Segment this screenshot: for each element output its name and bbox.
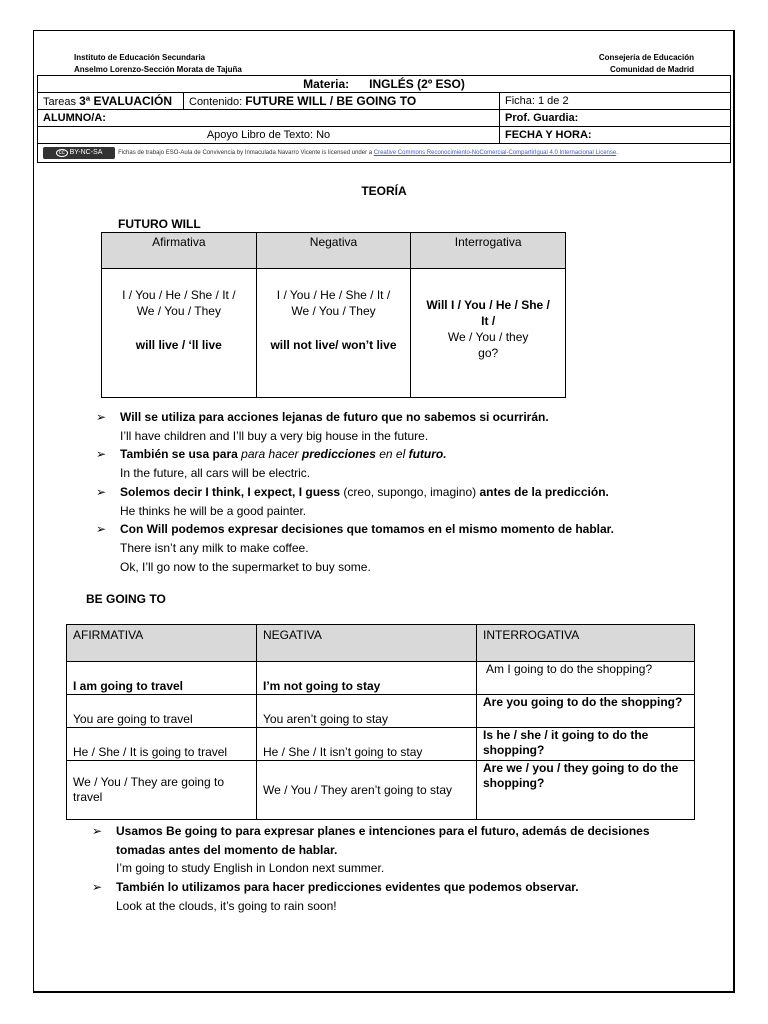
will-note-2-example: In the future, all cars will be electric. <box>120 466 311 481</box>
will-neg-subjects-2: We / You / They <box>291 304 376 318</box>
will-int-line-1: Will I / You / He / She / <box>426 298 550 312</box>
going-neg-cell: We / You / They aren’t going to stay <box>257 761 477 820</box>
will-int-line-3: We / You / they <box>447 330 529 344</box>
school-line-2: Anselmo Lorenzo-Sección Morata de Tajuña <box>74 65 242 74</box>
going-row <box>67 728 695 761</box>
going-row <box>67 761 695 820</box>
will-note-4-text: Con Will podemos expresar decisiones que tomamos en el mismo momento de hablar. <box>120 522 615 537</box>
bullet-arrow-icon: ➢ <box>96 522 107 537</box>
will-note-2-part5: futuro. <box>408 447 447 462</box>
will-int-line-4: go? <box>478 346 499 360</box>
tareas-value: 3ª EVALUACIÓN <box>79 94 172 108</box>
council-line-1: Consejería de Educación <box>598 53 694 62</box>
contenido-cell <box>184 93 500 110</box>
will-note-2 <box>96 445 696 482</box>
school-name <box>74 52 242 76</box>
going-int-cell: Am I going to do the shopping? <box>477 662 695 695</box>
future-will-table <box>101 232 566 398</box>
will-note-3-part2: (creo, supongo, imagino) <box>340 484 480 499</box>
will-note-1-example: I’ll have children and I’ll buy a very big house in the future. <box>120 428 429 443</box>
be-going-to-title: BE GOING TO <box>86 592 166 606</box>
going-neg-cell: You aren’t going to stay <box>257 695 477 728</box>
materia-label: Materia: <box>303 77 350 91</box>
will-note-1 <box>96 408 696 445</box>
will-aff-form: will live / ‘ll live <box>135 338 222 352</box>
going-aff-cell: You are going to travel <box>67 695 257 728</box>
going-note-2-example: Look at the clouds, it’s going to rain soon! <box>116 898 337 913</box>
materia-cell <box>38 76 731 93</box>
will-neg-subjects-1: I / You / He / She / It / <box>276 288 391 302</box>
license-text <box>118 150 618 156</box>
going-row <box>67 695 695 728</box>
will-note-3 <box>96 483 696 520</box>
going-neg-cell: He / She / It isn’t going to stay <box>257 728 477 761</box>
going-header-interrogative: INTERROGATIVA <box>477 625 695 662</box>
materia-value: INGLÉS (2º ESO) <box>369 77 465 91</box>
fecha-hora-field: FECHA Y HORA: <box>500 127 731 144</box>
cc-badge-text: BY-NC-SA <box>69 149 103 157</box>
will-note-2-part2: para hacer <box>241 447 302 462</box>
going-aff-cell: I am going to travel <box>67 662 257 695</box>
going-int-cell: Is he / she / it going to do the shopping? <box>477 728 695 761</box>
will-aff-subjects-2: We / You / They <box>136 304 221 318</box>
going-int-cell: Are we / you / they going to do the shopping? <box>477 761 695 820</box>
will-header-affirmative: Afirmativa <box>102 233 257 269</box>
going-header-affirmative: AFIRMATIVA <box>67 625 257 662</box>
will-negative-cell <box>256 269 411 398</box>
will-interrogative-cell <box>411 269 566 398</box>
contenido-label: Contenido: <box>189 96 243 108</box>
going-note-1-example: I’m going to study English in London next summer. <box>116 861 385 876</box>
bullet-arrow-icon: ➢ <box>96 447 107 462</box>
will-header-interrogative: Interrogativa <box>411 233 566 269</box>
license-end: . <box>616 150 618 157</box>
going-note-1 <box>92 822 692 878</box>
will-note-1-text: Will se utiliza para acciones lejanas de futuro que no sabemos si ocurrirán. <box>120 410 549 424</box>
council-line-2: Comunidad de Madrid <box>610 65 694 74</box>
will-note-4-example-1: There isn’t any milk to make coffee. <box>120 540 309 555</box>
going-note-2 <box>92 878 692 915</box>
cc-license-badge: cc BY-NC-SA <box>43 147 115 159</box>
tareas-label: Tareas <box>43 96 77 108</box>
will-note-2-part1: También se usa para <box>120 447 242 462</box>
going-row <box>67 662 695 695</box>
contenido-value: FUTURE WILL / BE GOING TO <box>245 94 417 108</box>
bullet-arrow-icon: ➢ <box>92 824 103 838</box>
license-link[interactable]: Creative Commons Reconocimiento-NoComercial-CompartirIgual 4.0 Internacional License <box>373 150 617 157</box>
will-note-2-part4: en el <box>375 447 409 462</box>
will-affirmative-cell <box>102 269 257 398</box>
will-note-3-example: He thinks he will be a good painter. <box>120 503 307 518</box>
apoyo-libro-cell: Apoyo Libro de Texto: No <box>38 127 500 144</box>
will-note-4-example-2: Ok, I’ll go now to the supermarket to buy some. <box>120 559 371 574</box>
going-header-negative: NEGATIVA <box>257 625 477 662</box>
going-int-cell: Are you going to do the shopping? <box>477 695 695 728</box>
prof-guardia-field: Prof. Guardia: <box>500 110 731 127</box>
bullet-arrow-icon: ➢ <box>96 484 107 499</box>
going-note-1-text: Usamos Be going to para expresar planes e intenciones para el futuro, además de decisiones <box>116 824 650 838</box>
license-cell <box>38 144 731 163</box>
school-line-1: Instituto de Educación Secundaria <box>74 53 206 62</box>
will-note-4 <box>96 520 696 576</box>
going-note-1-text-2: tomadas antes del momento de hablar. <box>116 842 338 857</box>
council-name <box>599 52 694 76</box>
will-neg-form: will not live/ won’t live <box>270 338 397 352</box>
will-aff-subjects-1: I / You / He / She / It / <box>122 288 236 302</box>
will-note-3-part1: Solemos decir I think, I expect, I guess <box>120 484 341 499</box>
tareas-cell <box>38 93 184 110</box>
will-notes <box>96 408 696 576</box>
bullet-arrow-icon: ➢ <box>96 410 107 424</box>
going-aff-cell: He / She / It is going to travel <box>67 728 257 761</box>
be-going-to-table <box>66 624 695 820</box>
ficha-cell: Ficha: 1 de 2 <box>500 93 731 110</box>
bullet-arrow-icon: ➢ <box>92 880 103 895</box>
going-notes <box>92 822 692 916</box>
going-note-2-text: También lo utilizamos para hacer predicciones evidentes que podemos observar. <box>116 880 579 895</box>
theory-title: TEORÍA <box>361 184 407 198</box>
going-aff-cell: We / You / They are going to travel <box>67 761 257 820</box>
will-int-line-2: It / <box>481 314 496 328</box>
going-neg-cell: I’m not going to stay <box>257 662 477 695</box>
future-will-title: FUTURO WILL <box>118 217 201 231</box>
license-text-part: Fichas de trabajo ESO-Aula de Convivencia by Inmaculada Navarro Vicente is licensed under a <box>118 150 374 157</box>
will-note-3-part3: antes de la predicción. <box>479 484 609 499</box>
alumno-field: ALUMNO/A: <box>38 110 500 127</box>
worksheet-header-table <box>37 75 731 163</box>
will-header-negative: Negativa <box>256 233 411 269</box>
will-note-2-part3: predicciones <box>301 447 376 462</box>
